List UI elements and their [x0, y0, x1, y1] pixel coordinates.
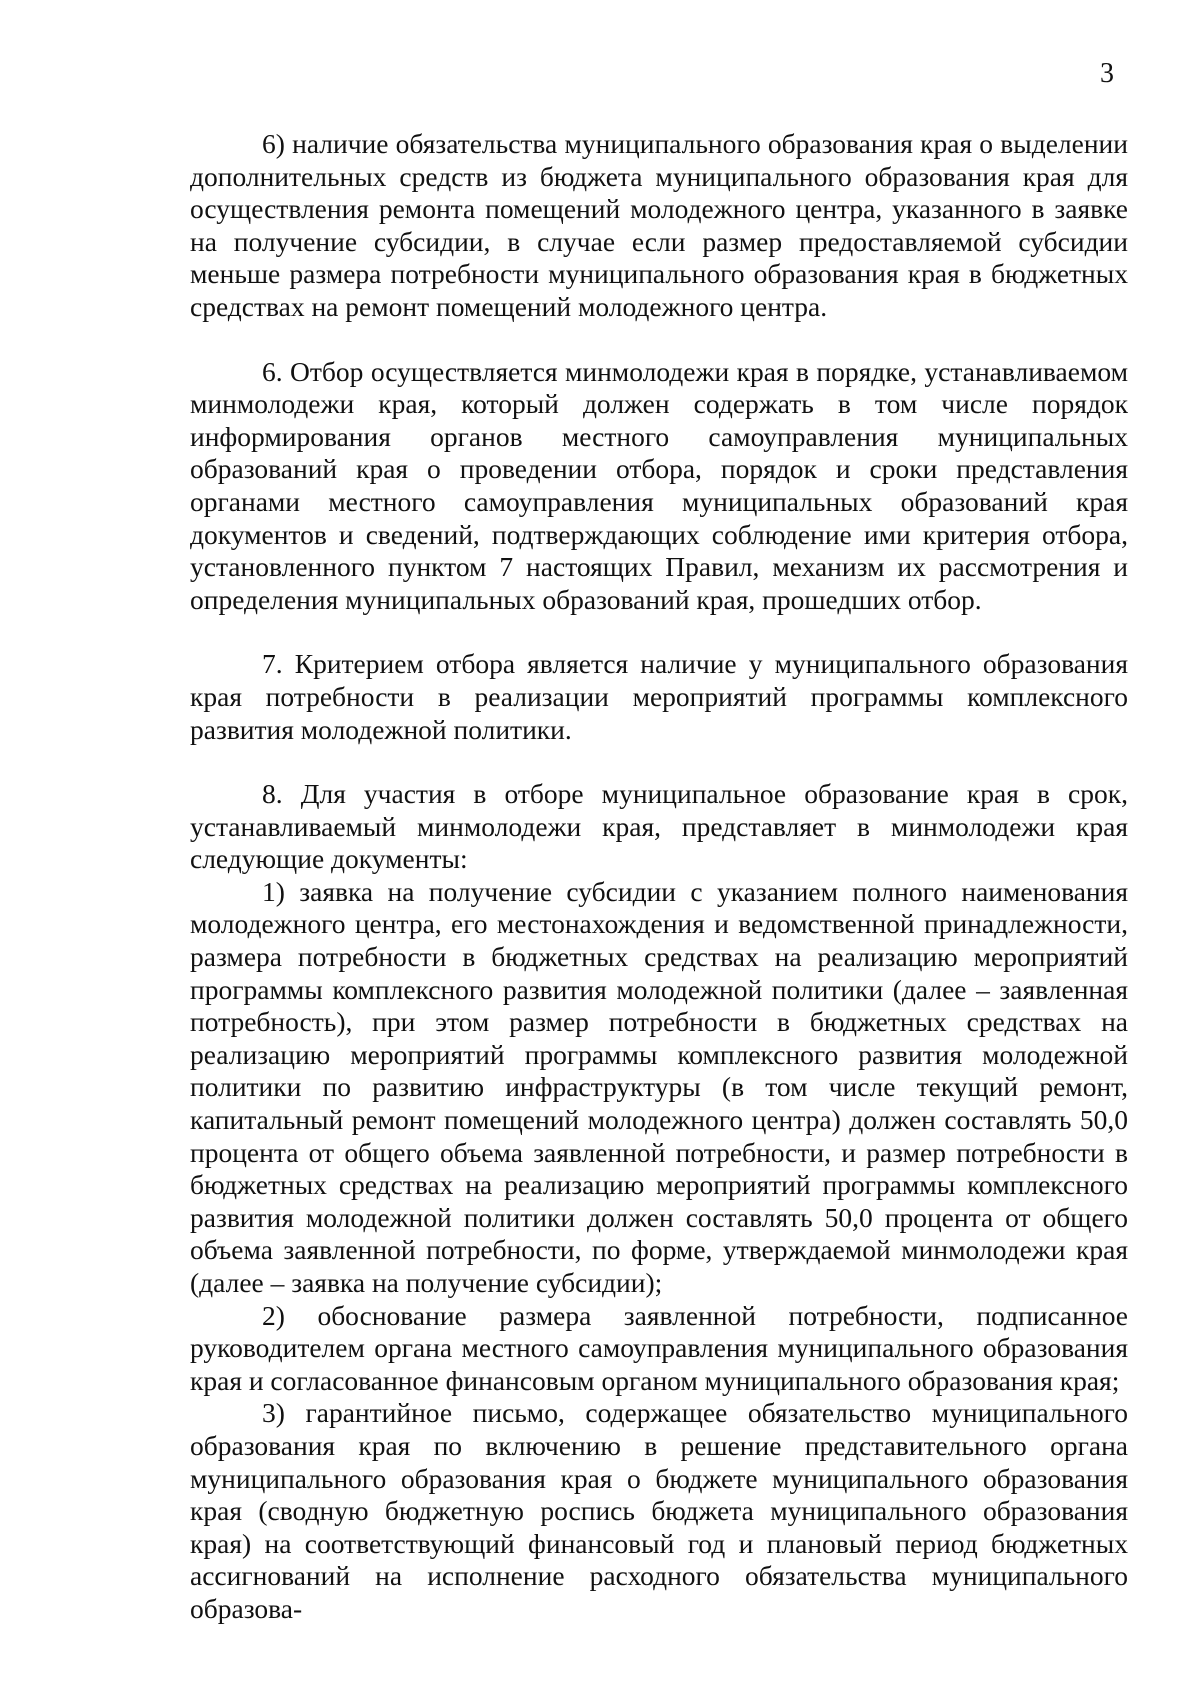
- paragraph-clause-7: 7. Критерием отбора является наличие у муниципального образования края потребности в реализации мероприятий программы комплексного развития молодежной политики.: [190, 648, 1128, 745]
- paragraph-clause-8: 8. Для участия в отборе муниципальное образование края в срок, устанавливаемый минмолодежи края, представляет в минмолодежи края следующие документы:: [190, 778, 1128, 875]
- paragraph-clause-8-item-2: 2) обоснование размера заявленной потребности, подписанное руководителем органа местного самоуправления муниципального образования края и согласованное финансовым органом муниципального образования края;: [190, 1299, 1128, 1396]
- page-number: 3: [1100, 58, 1114, 89]
- paragraph-clause-6: 6. Отбор осуществляется минмолодежи края в порядке, устанавливаемом минмолодежи края, который должен содержать в том числе порядок информирования органов местного самоуправления муниципальных образований края о проведении отбора, порядок и сроки представления органами местного самоуправления муниципальных образований края документов и сведений, подтверждающих соблюдение ими критерия отбора, установленного пунктом 7 настоящих Правил, механизм их рассмотрения и определения муниципальных образований края, прошедших отбор.: [190, 355, 1128, 615]
- paragraph-item-6-requirement: 6) наличие обязательства муниципального образования края о выделении дополнительных средств из бюджета муниципального образования края для осуществления ремонта помещений молодежного центра, указанного в заявке на получение субсидии, в случае если размер предоставляемой субсидии меньше размера потребности муниципального образования края в бюджетных средствах на ремонт помещений молодежного центра.: [190, 128, 1128, 322]
- paragraph-clause-8-item-3: 3) гарантийное письмо, содержащее обязательство муниципального образования края по включению в решение представительного органа муниципального образования края о бюджете муниципального образования края (сводную бюджетную роспись бюджета муниципального образования края) на соответствующий финансовый год и плановый период бюджетных ассигнований на исполнение расходного обязательства муниципального образова-: [190, 1397, 1128, 1624]
- paragraph-clause-8-item-1: 1) заявка на получение субсидии с указанием полного наименования молодежного центра, его местонахождения и ведомственной принадлежности, размера потребности в бюджетных средствах на реализацию мероприятий программы комплексного развития молодежной политики (далее – заявленная потребность), при этом размер потребности в бюджетных средствах на реализацию мероприятий программы комплексного развития молодежной политики по развитию инфраструктуры (в том числе текущий ремонт, капитальный ремонт помещений молодежного центра) должен составлять 50,0 процента от общего объема заявленной потребности, и размер потребности в бюджетных средствах на реализацию мероприятий программы комплексного развития молодежной политики должен составлять 50,0 процента от общего объема заявленной потребности, по форме, утверждаемой минмолодежи края (далее – заявка на получение субсидии);: [190, 875, 1128, 1298]
- document-body: [190, 128, 1128, 1626]
